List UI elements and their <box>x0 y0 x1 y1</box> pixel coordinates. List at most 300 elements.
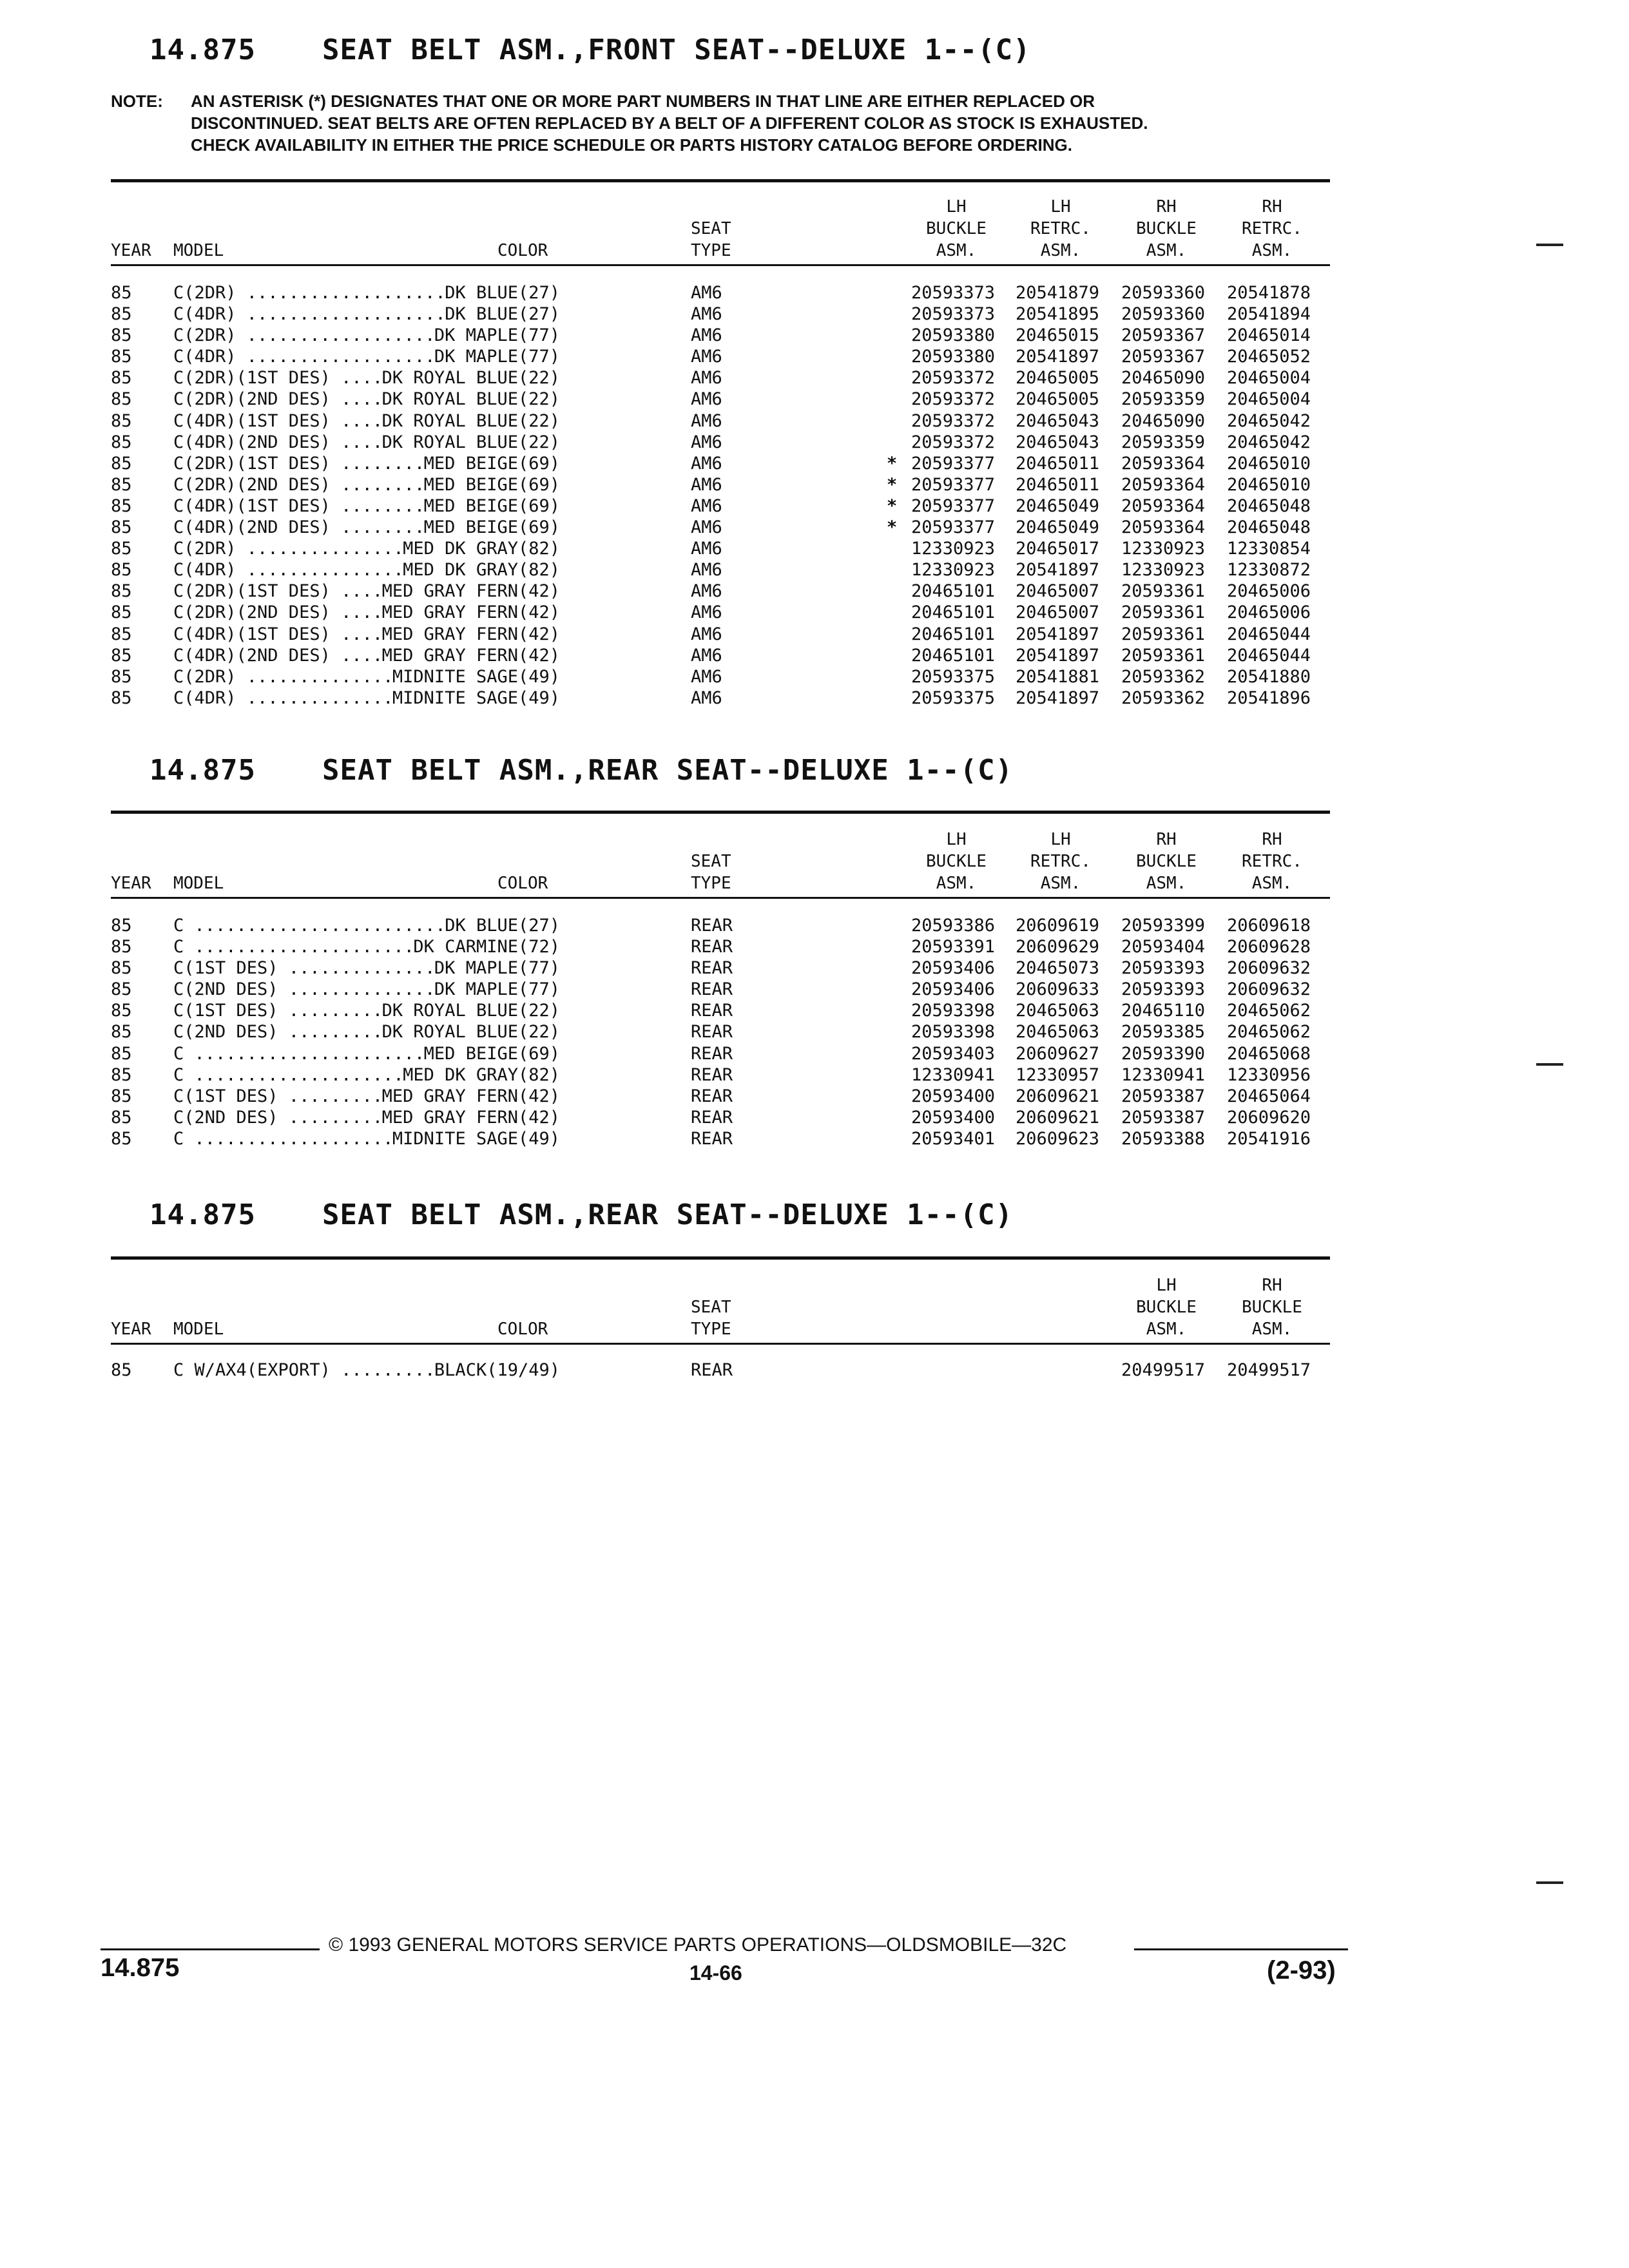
table-row <box>111 624 1330 645</box>
header-model: MODEL <box>173 874 224 893</box>
seat-type-cell: AM6 <box>691 389 722 410</box>
table-row <box>111 915 1330 936</box>
year-cell: 85 <box>111 368 132 389</box>
year-cell: 85 <box>111 1022 132 1043</box>
header-model: MODEL <box>173 1320 224 1339</box>
part-number-cell: 20593375 <box>911 666 996 687</box>
part-number-cell: 20541897 <box>1016 687 1100 708</box>
part-number-cell: 20465043 <box>1016 432 1100 452</box>
year-cell: 85 <box>111 347 132 367</box>
part-number-cell: 20465101 <box>911 645 996 666</box>
part-number-cell: 20593386 <box>911 916 996 936</box>
model-cell: C ..... <box>173 915 547 936</box>
table-row <box>111 666 1330 687</box>
color-cell: MED BEIGE(69) <box>421 1043 560 1064</box>
seat-type-cell: REAR <box>691 1086 733 1106</box>
part-number-cell: 12330923 <box>1121 560 1206 581</box>
model-cell: C(4DR)(1ST DES) ..... <box>173 624 547 645</box>
part-number-cell: 20593380 <box>911 347 996 367</box>
table-row <box>111 325 1330 346</box>
part-number-cell: 20541916 <box>1227 1128 1311 1149</box>
table-row <box>111 538 1330 559</box>
part-number-cell: 20609632 <box>1227 979 1311 1000</box>
year-cell: 85 <box>111 937 132 957</box>
header-year: YEAR <box>111 241 151 260</box>
part-number-cell: 20609618 <box>1227 916 1311 936</box>
color-cell: MED BEIGE(69) <box>421 495 560 517</box>
part-number-cell: 20465005 <box>1016 368 1100 389</box>
seat-type-cell: AM6 <box>691 602 722 623</box>
color-cell: DK ROYAL BLUE(22) <box>380 389 560 410</box>
color-cell: MED BEIGE(69) <box>421 453 560 474</box>
note-block <box>111 90 1528 156</box>
model-cell: C(1ST DES) ..... <box>173 1086 547 1107</box>
header-lh-buckle: LH BUCKLE ASM. <box>1136 1276 1197 1339</box>
header-color: COLOR <box>497 1320 548 1339</box>
part-number-cell: 20609628 <box>1227 937 1311 957</box>
model-cell: C(4DR)(1ST DES) ..... <box>173 410 547 432</box>
header-seat-type: SEAT TYPE <box>691 219 731 260</box>
model-cell: C(4DR) ..... <box>173 346 547 367</box>
asterisk-mark: * <box>887 517 898 538</box>
margin-tick <box>1536 1063 1563 1066</box>
color-cell: DK CARMINE(72) <box>410 936 560 957</box>
part-number-cell: 20593360 <box>1121 304 1206 325</box>
part-number-cell: 20465015 <box>1016 325 1100 346</box>
table-header-rule <box>111 897 1330 899</box>
table-row <box>111 432 1330 453</box>
part-number-cell: 12330854 <box>1227 539 1311 559</box>
part-number-cell: 20593364 <box>1121 474 1206 495</box>
part-number-cell: 20465110 <box>1121 1001 1206 1021</box>
seat-type-cell: REAR <box>691 1064 733 1085</box>
year-cell: 85 <box>111 539 132 559</box>
part-number-cell: 20593367 <box>1121 325 1206 346</box>
part-number-cell: 20465017 <box>1016 539 1100 559</box>
part-number-cell: 20593404 <box>1121 937 1206 957</box>
part-number-cell: 20499517 <box>1227 1360 1311 1380</box>
year-cell: 85 <box>111 687 132 708</box>
part-number-cell: 20609621 <box>1016 1107 1100 1128</box>
table-row <box>111 581 1330 602</box>
year-cell: 85 <box>111 666 132 687</box>
part-number-cell: 20465064 <box>1227 1086 1311 1106</box>
seat-type-cell: AM6 <box>691 325 722 346</box>
part-number-cell: 20465006 <box>1227 602 1311 623</box>
part-number-cell: 12330923 <box>911 560 996 581</box>
seat-type-cell: REAR <box>691 958 733 979</box>
header-lh-retrc: LH RETRC. ASM. <box>1030 197 1091 260</box>
table-row <box>111 410 1330 432</box>
model-cell: C(4DR)(2ND DES) ..... <box>173 517 547 538</box>
color-cell: MED GRAY FERN(42) <box>380 1107 560 1128</box>
year-cell: 85 <box>111 432 132 452</box>
seat-type-cell: AM6 <box>691 432 722 452</box>
color-cell: MED GRAY FERN(42) <box>380 624 560 645</box>
margin-tick <box>1536 1881 1563 1884</box>
part-number-cell: 20609620 <box>1227 1107 1311 1128</box>
part-number-cell: 20593390 <box>1121 1043 1206 1064</box>
color-cell: DK MAPLE(77) <box>432 346 560 367</box>
model-cell: C(2DR)(2ND DES) ..... <box>173 474 547 495</box>
seat-type-cell: REAR <box>691 1128 733 1149</box>
margin-tick <box>1536 244 1563 246</box>
color-cell: DK ROYAL BLUE(22) <box>380 432 560 453</box>
color-cell: MED DK GRAY(82) <box>400 1064 560 1086</box>
part-number-cell: 20593377 <box>911 517 996 538</box>
part-number-cell: 20465007 <box>1016 581 1100 602</box>
part-number-cell: 20593377 <box>911 495 996 516</box>
part-number-cell: 20593377 <box>911 474 996 495</box>
seat-type-cell: REAR <box>691 1360 733 1380</box>
year-cell: 85 <box>111 304 132 325</box>
color-cell: DK MAPLE(77) <box>432 957 560 979</box>
color-cell: MED DK GRAY(82) <box>400 559 560 581</box>
footer-page-number: 14-66 <box>689 1961 742 1984</box>
header-model: MODEL <box>173 241 224 260</box>
part-number-cell: 20593393 <box>1121 958 1206 979</box>
table-row <box>111 1021 1330 1043</box>
model-cell: C(2DR) ..... <box>173 282 547 303</box>
model-cell: C(2DR)(1ST DES) ..... <box>173 581 547 602</box>
part-number-cell: 12330941 <box>911 1064 996 1085</box>
part-number-cell: 20541897 <box>1016 624 1100 644</box>
table-row <box>111 495 1330 517</box>
table-row <box>111 517 1330 538</box>
color-cell: DK BLUE(27) <box>442 282 560 303</box>
footer-section-number: 14.875 <box>101 1954 180 1982</box>
part-number-cell: 20541897 <box>1016 347 1100 367</box>
model-cell: C(2DR)(1ST DES) ..... <box>173 453 547 474</box>
seat-type-cell: AM6 <box>691 645 722 666</box>
part-number-cell: 20465011 <box>1016 453 1100 474</box>
color-cell: MIDNITE SAGE(49) <box>390 687 560 709</box>
part-number-cell: 20541896 <box>1227 687 1311 708</box>
seat-type-cell: AM6 <box>691 368 722 389</box>
header-lh-buckle: LH BUCKLE ASM. <box>926 830 987 893</box>
color-cell: DK ROYAL BLUE(22) <box>380 410 560 432</box>
seat-type-cell: AM6 <box>691 453 722 474</box>
seat-type-cell: AM6 <box>691 474 722 495</box>
color-cell: MED GRAY FERN(42) <box>380 602 560 623</box>
part-number-cell: 20593373 <box>911 304 996 325</box>
header-seat-type: SEAT TYPE <box>691 1298 731 1339</box>
section-number: 14.875 <box>149 754 256 787</box>
part-number-cell: 20465007 <box>1016 602 1100 623</box>
part-number-cell: 20609627 <box>1016 1043 1100 1064</box>
model-cell: C(2DR) ..... <box>173 325 547 346</box>
part-number-cell: 20593400 <box>911 1086 996 1106</box>
part-number-cell: 20593361 <box>1121 602 1206 623</box>
year-cell: 85 <box>111 453 132 474</box>
part-number-cell: 20593361 <box>1121 645 1206 666</box>
header-color: COLOR <box>497 241 548 260</box>
color-cell: DK BLUE(27) <box>442 303 560 325</box>
part-number-cell: 20593377 <box>911 453 996 474</box>
table-top-rule <box>111 179 1330 182</box>
color-cell: MED GRAY FERN(42) <box>380 1086 560 1107</box>
color-cell: MED BEIGE(69) <box>421 517 560 538</box>
model-cell: C(2DR)(2ND DES) ..... <box>173 389 547 410</box>
part-number-cell: 12330923 <box>911 539 996 559</box>
table-row <box>111 346 1330 367</box>
part-number-cell: 20465090 <box>1121 368 1206 389</box>
asterisk-mark: * <box>887 453 898 474</box>
part-number-cell: 20499517 <box>1121 1360 1206 1380</box>
model-cell: C(2DR) ..... <box>173 666 547 687</box>
table-row <box>111 559 1330 581</box>
asterisk-mark: * <box>887 474 898 495</box>
part-number-cell: 20465006 <box>1227 581 1311 602</box>
model-cell: C(2DR)(2ND DES) ..... <box>173 602 547 623</box>
table-row <box>111 602 1330 623</box>
table-row <box>111 1128 1330 1149</box>
footer-date: (2-93) <box>1267 1956 1336 1984</box>
header-color: COLOR <box>497 874 548 893</box>
year-cell: 85 <box>111 1086 132 1106</box>
part-number-cell: 20609619 <box>1016 916 1100 936</box>
part-number-cell: 20593398 <box>911 1022 996 1043</box>
part-number-cell: 20465010 <box>1227 474 1311 495</box>
part-number-cell: 20609633 <box>1016 979 1100 1000</box>
seat-type-cell: REAR <box>691 937 733 957</box>
part-number-cell: 20593364 <box>1121 495 1206 516</box>
part-number-cell: 20593373 <box>911 283 996 303</box>
color-cell: MED GRAY FERN(42) <box>380 581 560 602</box>
seat-type-cell: AM6 <box>691 410 722 431</box>
seat-type-cell: REAR <box>691 979 733 1000</box>
seat-type-cell: AM6 <box>691 560 722 581</box>
part-number-cell: 20593359 <box>1121 389 1206 410</box>
part-number-cell: 12330941 <box>1121 1064 1206 1085</box>
part-number-cell: 20593385 <box>1121 1022 1206 1043</box>
model-cell: C(2ND DES) ..... <box>173 1021 547 1043</box>
part-number-cell: 20593364 <box>1121 517 1206 538</box>
part-number-cell: 20593406 <box>911 979 996 1000</box>
section-number: 14.875 <box>149 1198 256 1231</box>
color-cell: DK MAPLE(77) <box>432 325 560 346</box>
part-number-cell: 20593375 <box>911 687 996 708</box>
part-number-cell: 20465044 <box>1227 624 1311 644</box>
model-cell: C(2ND DES) ..... <box>173 1107 547 1128</box>
model-cell: C(1ST DES) ..... <box>173 1000 547 1021</box>
export-table <box>111 1360 1330 1381</box>
year-cell: 85 <box>111 1043 132 1064</box>
table-row <box>111 474 1330 495</box>
seat-type-cell: AM6 <box>691 304 722 325</box>
part-number-cell: 20465005 <box>1016 389 1100 410</box>
asterisk-mark: * <box>887 495 898 516</box>
part-number-cell: 20541881 <box>1016 666 1100 687</box>
year-cell: 85 <box>111 645 132 666</box>
year-cell: 85 <box>111 1001 132 1021</box>
seat-type-cell: AM6 <box>691 517 722 538</box>
color-cell: MED BEIGE(69) <box>421 474 560 495</box>
table-row <box>111 453 1330 474</box>
section-title-rear <box>149 754 1013 787</box>
color-cell: DK MAPLE(77) <box>432 979 560 1000</box>
table-row <box>111 282 1330 303</box>
color-cell: MED GRAY FERN(42) <box>380 645 560 666</box>
table-row <box>111 303 1330 325</box>
year-cell: 85 <box>111 581 132 602</box>
color-cell: MIDNITE SAGE(49) <box>390 666 560 687</box>
year-cell: 85 <box>111 602 132 623</box>
section-heading: SEAT BELT ASM.,FRONT SEAT--DELUXE 1--(C) <box>322 34 1031 66</box>
table-row <box>111 1360 1330 1381</box>
note-text: AN ASTERISK (*) DESIGNATES THAT ONE OR MORE PART NUMBERS IN THAT LINE ARE EITHER REPLACED OR DISCONTINUED. SEAT BELTS ARE OFTEN REPLACED BY A BELT OF A DIFFERENT COLOR AS STOCK IS EXHAUSTED. CHECK AVAILABILITY IN EITHER THE PRICE SCHEDULE OR PARTS HISTORY CATALOG BEFORE ORDERING. <box>191 91 1148 155</box>
part-number-cell: 20465048 <box>1227 495 1311 516</box>
year-cell: 85 <box>111 410 132 431</box>
year-cell: 85 <box>111 560 132 581</box>
color-cell: DK ROYAL BLUE(22) <box>380 367 560 389</box>
color-cell: DK BLUE(27) <box>442 915 560 936</box>
part-number-cell: 12330956 <box>1227 1064 1311 1085</box>
part-number-cell: 20593391 <box>911 937 996 957</box>
part-number-cell: 20465048 <box>1227 517 1311 538</box>
part-number-cell: 20541878 <box>1227 283 1311 303</box>
model-cell: C W/AX4(EXPORT) ..... <box>173 1360 547 1381</box>
part-number-cell: 12330957 <box>1016 1064 1100 1085</box>
model-cell: C(2DR)(1ST DES) ..... <box>173 367 547 389</box>
model-cell: C(4DR) ..... <box>173 687 547 709</box>
year-cell: 85 <box>111 958 132 979</box>
part-number-cell: 20593403 <box>911 1043 996 1064</box>
part-number-cell: 20465044 <box>1227 645 1311 666</box>
part-number-cell: 20465063 <box>1016 1022 1100 1043</box>
header-lh-buckle: LH BUCKLE ASM. <box>926 197 987 260</box>
footer-rule-left <box>101 1948 320 1950</box>
note-label: NOTE: <box>111 91 163 111</box>
part-number-cell: 20609621 <box>1016 1086 1100 1106</box>
year-cell: 85 <box>111 389 132 410</box>
table-row <box>111 367 1330 389</box>
part-number-cell: 20593372 <box>911 389 996 410</box>
seat-type-cell: AM6 <box>691 283 722 303</box>
part-number-cell: 20541897 <box>1016 645 1100 666</box>
table-row <box>111 1000 1330 1021</box>
seat-type-cell: REAR <box>691 1043 733 1064</box>
part-number-cell: 20541895 <box>1016 304 1100 325</box>
part-number-cell: 20465049 <box>1016 517 1100 538</box>
section-number: 14.875 <box>149 34 256 66</box>
year-cell: 85 <box>111 325 132 346</box>
header-rh-buckle: RH BUCKLE ASM. <box>1136 830 1197 893</box>
part-number-cell: 20465062 <box>1227 1001 1311 1021</box>
part-number-cell: 20593380 <box>911 325 996 346</box>
part-number-cell: 20541897 <box>1016 560 1100 581</box>
header-rh-retrc: RH RETRC. ASM. <box>1242 830 1302 893</box>
model-cell: C(4DR) ..... <box>173 559 547 581</box>
part-number-cell: 20593372 <box>911 368 996 389</box>
part-number-cell: 20593406 <box>911 958 996 979</box>
seat-type-cell: AM6 <box>691 666 722 687</box>
table-row <box>111 1086 1330 1107</box>
section-heading: SEAT BELT ASM.,REAR SEAT--DELUXE 1--(C) <box>322 1198 1014 1231</box>
part-number-cell: 20465062 <box>1227 1022 1311 1043</box>
header-rh-retrc: RH RETRC. ASM. <box>1242 197 1302 260</box>
table-row <box>111 389 1330 410</box>
table-row <box>111 936 1330 957</box>
part-number-cell: 20593361 <box>1121 624 1206 644</box>
seat-type-cell: AM6 <box>691 581 722 602</box>
part-number-cell: 20465101 <box>911 602 996 623</box>
part-number-cell: 20465011 <box>1016 474 1100 495</box>
part-number-cell: 20593401 <box>911 1128 996 1149</box>
part-number-cell: 20465052 <box>1227 347 1311 367</box>
footer-rule-right <box>1134 1948 1348 1950</box>
model-cell: C(4DR)(1ST DES) ..... <box>173 495 547 517</box>
header-rh-buckle: RH BUCKLE ASM. <box>1136 197 1197 260</box>
part-number-cell: 20593372 <box>911 410 996 431</box>
part-number-cell: 20593360 <box>1121 283 1206 303</box>
header-year: YEAR <box>111 874 151 893</box>
header-year: YEAR <box>111 1320 151 1339</box>
seat-type-cell: AM6 <box>691 539 722 559</box>
table-row <box>111 1043 1330 1064</box>
part-number-cell: 20465014 <box>1227 325 1311 346</box>
part-number-cell: 20465004 <box>1227 368 1311 389</box>
seat-type-cell: AM6 <box>691 347 722 367</box>
table-top-rule <box>111 1256 1330 1260</box>
table-row <box>111 645 1330 666</box>
color-cell: MED DK GRAY(82) <box>400 538 560 559</box>
header-seat-type: SEAT TYPE <box>691 852 731 893</box>
color-cell: DK ROYAL BLUE(22) <box>380 1000 560 1021</box>
part-number-cell: 20465068 <box>1227 1043 1311 1064</box>
section-title-rear-export <box>149 1198 1013 1231</box>
front-seat-table <box>111 282 1330 709</box>
color-cell: MIDNITE SAGE(49) <box>390 1128 560 1149</box>
seat-type-cell: REAR <box>691 916 733 936</box>
seat-type-cell: AM6 <box>691 687 722 708</box>
seat-type-cell: REAR <box>691 1001 733 1021</box>
seat-type-cell: AM6 <box>691 624 722 644</box>
year-cell: 85 <box>111 474 132 495</box>
table-row <box>111 1107 1330 1128</box>
part-number-cell: 20541879 <box>1016 283 1100 303</box>
part-number-cell: 20593361 <box>1121 581 1206 602</box>
part-number-cell: 20609632 <box>1227 958 1311 979</box>
model-cell: C(1ST DES) ..... <box>173 957 547 979</box>
footer-copyright: © 1993 GENERAL MOTORS SERVICE PARTS OPERATIONS—OLDSMOBILE—32C <box>329 1934 1067 1956</box>
section-title-front <box>149 34 1031 66</box>
model-cell: C(2ND DES) ..... <box>173 979 547 1000</box>
part-number-cell: 20465049 <box>1016 495 1100 516</box>
model-cell: C(4DR)(2ND DES) ..... <box>173 432 547 453</box>
part-number-cell: 20465073 <box>1016 958 1100 979</box>
part-number-cell: 20593393 <box>1121 979 1206 1000</box>
part-number-cell: 20593400 <box>911 1107 996 1128</box>
table-row <box>111 979 1330 1000</box>
year-cell: 85 <box>111 916 132 936</box>
part-number-cell: 20593362 <box>1121 666 1206 687</box>
rear-seat-table <box>111 915 1330 1149</box>
part-number-cell: 20465010 <box>1227 453 1311 474</box>
table-header-rule <box>111 1343 1330 1345</box>
model-cell: C ..... <box>173 1128 547 1149</box>
table-row <box>111 1064 1330 1086</box>
part-number-cell: 20465043 <box>1016 410 1100 431</box>
part-number-cell: 20541894 <box>1227 304 1311 325</box>
part-number-cell: 20593387 <box>1121 1107 1206 1128</box>
part-number-cell: 20593364 <box>1121 453 1206 474</box>
part-number-cell: 20593399 <box>1121 916 1206 936</box>
model-cell: C(2DR) ..... <box>173 538 547 559</box>
part-number-cell: 20465042 <box>1227 432 1311 452</box>
part-number-cell: 20465090 <box>1121 410 1206 431</box>
year-cell: 85 <box>111 283 132 303</box>
